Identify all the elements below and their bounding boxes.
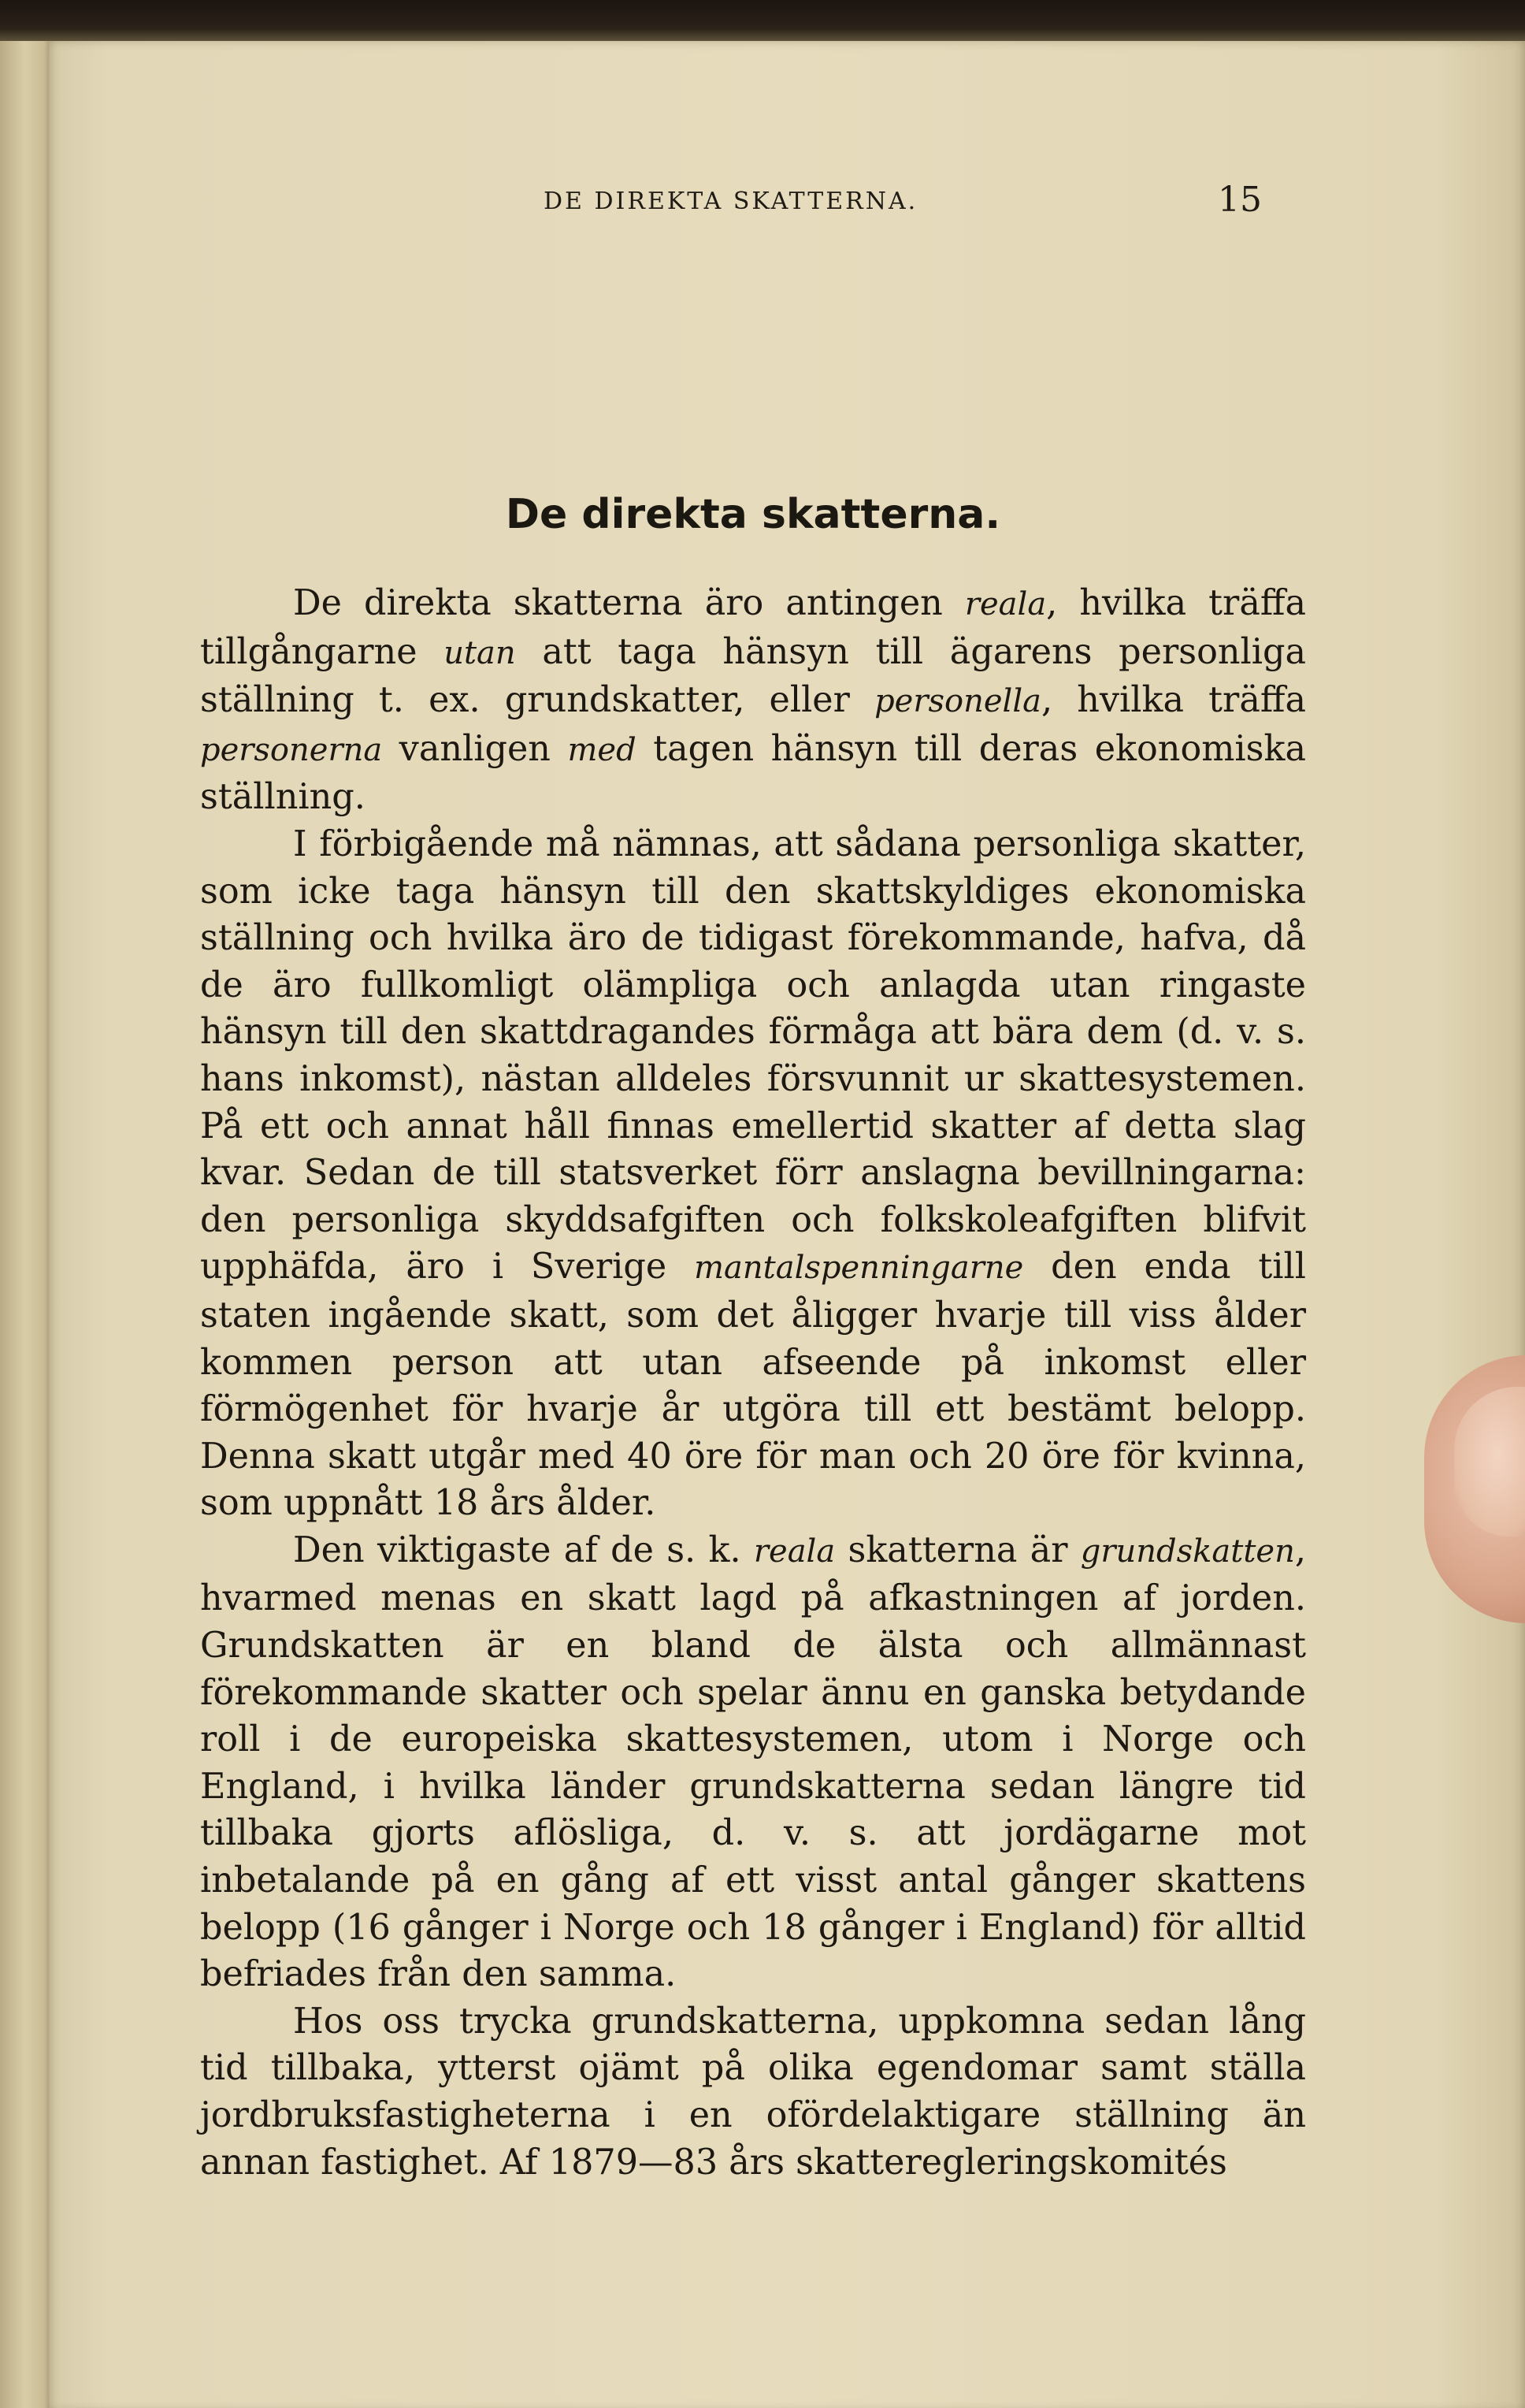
paragraph-4 xyxy=(200,1998,1306,2186)
emphasis-reala: reala xyxy=(964,586,1047,622)
running-head xyxy=(200,178,1303,233)
emphasis-grundskatten: grundskatten xyxy=(1080,1533,1295,1570)
paragraph-2-text: I förbigående må nämnas, att sådana personliga skatter, som icke taga hänsyn till den skattskyldiges ekonomiska ställning och hvilka äro de tidigast förekommande, hafva, då de äro fullkomligt olämpliga och anlagda utan ringaste hänsyn till den skattdragandes förmåga att bära dem (d. v. s. hans inkomst), nästan alldeles försvunnit ur skattesystemen. På ett och annat håll finnas emellertid skatter af detta slag kvar. Sedan de till statsverket förr anslagna bevillningarna: den personliga skyddsafgiften och folkskoleafgiften blifvit upphäfda, äro i Sverige xyxy=(200,823,1306,1288)
paragraph-1-text: , hvilka träffa xyxy=(1041,680,1307,721)
body-text xyxy=(200,580,1306,2186)
paragraph-1-text: tagen hänsyn till deras ekonomiska ställning. xyxy=(200,728,1306,818)
emphasis-reala: reala xyxy=(753,1533,836,1570)
paragraph-1-text: , hvilka träffa tillgångarne xyxy=(200,583,1306,672)
paragraph-1-text: De direkta skatterna äro antingen xyxy=(293,583,965,623)
emphasis-personerna: personerna xyxy=(200,731,383,768)
chapter-title: De direkta skatterna. xyxy=(505,490,1001,538)
emphasis-mantalspenningarne: mantalspenningarne xyxy=(694,1250,1024,1287)
paragraph-2-text: den enda till staten ingående skatt, som det åligger hvarje till viss ålder kommen person att utan afseende på inkomst eller förmögenhet för hvarje år utgöra till ett bestämt belopp. Denna skatt utgår med 40 öre för man och 20 öre för kvinna, som uppnått 18 års ålder. xyxy=(200,1247,1306,1524)
top-book-edge xyxy=(0,0,1525,41)
paragraph-2 xyxy=(200,821,1306,1527)
paragraph-1 xyxy=(200,580,1306,821)
page-number: 15 xyxy=(1218,180,1262,220)
paragraph-3-text: skatterna är xyxy=(835,1529,1081,1570)
paragraph-1-text: att taga hänsyn till ägarens personliga ställning t. ex. grundskatter, eller xyxy=(200,631,1306,721)
paragraph-3 xyxy=(200,1527,1306,1998)
paragraph-1-text: vanligen xyxy=(382,728,568,769)
emphasis-personella: personella xyxy=(874,683,1041,720)
paragraph-3-text: , hvarmed menas en skatt lagd på afkastningen af jorden. Grundskatten är en bland de älsta och allmännast förekommande skatter och spelar ännu en ganska betydande roll i de europeiska skattesystemen, utom i Norge och England, i hvilka länder grundskatterna sedan längre tid tillbaka gjorts aflösliga, d. v. s. att jordägarne mot inbetalande på en gång af ett visst antal gånger skattens belopp (16 gånger i Norge och 18 gånger i England) för alltid befriades från den samma. xyxy=(200,1529,1306,1995)
running-head-title: DE DIREKTA SKATTERNA. xyxy=(544,188,918,215)
emphasis-utan: utan xyxy=(443,634,516,671)
paragraph-4-text: Hos oss trycka grundskatterna, uppkomna sedan lång tid tillbaka, ytterst ojämt på olika egendomar samt ställa jordbruksfastigheterna i en ofördelaktigare ställning än annan fastighet. Af 1879—83 års skatteregleringskomités xyxy=(200,2001,1306,2183)
emphasis-med: med xyxy=(567,731,636,768)
left-page-edge xyxy=(0,0,55,2408)
paragraph-3-text: Den viktigaste af de s. k. xyxy=(293,1529,754,1570)
